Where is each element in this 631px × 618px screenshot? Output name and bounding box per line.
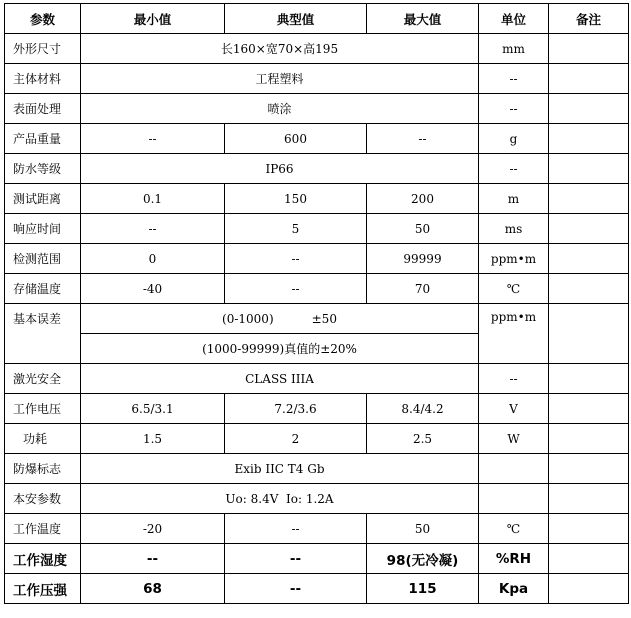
row-intrinsic: [5, 484, 629, 514]
row-label: 基本误差: [5, 304, 81, 364]
row-storage: [5, 274, 629, 304]
row-value: 喷涂: [81, 94, 479, 124]
row-value: 长160×宽70×高195: [81, 34, 479, 64]
row-unit: ppm•m: [479, 304, 549, 364]
row-unit: m: [479, 184, 549, 214]
row-unit: ppm•m: [479, 244, 549, 274]
row-response: [5, 214, 629, 244]
row-label: 主体材料: [5, 64, 81, 94]
row-typ: 600: [225, 124, 367, 154]
row-note: [549, 274, 629, 304]
row-max: 200: [367, 184, 479, 214]
spec-table: [4, 3, 629, 604]
row-explosion: [5, 454, 629, 484]
row-unit: g: [479, 124, 549, 154]
header-note: 备注: [549, 4, 629, 34]
row-typ: 2: [225, 424, 367, 454]
row-note: [549, 94, 629, 124]
row-unit: V: [479, 394, 549, 424]
row-note: [549, 544, 629, 574]
row-min: -20: [81, 514, 225, 544]
row-power: [5, 424, 629, 454]
row-label: 产品重量: [5, 124, 81, 154]
row-unit: W: [479, 424, 549, 454]
row-min: --: [81, 544, 225, 574]
row-value: CLASS IIIA: [81, 364, 479, 394]
row-note: [549, 424, 629, 454]
row-unit: --: [479, 364, 549, 394]
row-unit: ℃: [479, 514, 549, 544]
row-note: [549, 34, 629, 64]
row-label: 测试距离: [5, 184, 81, 214]
row-label: 功耗: [5, 424, 81, 454]
row-note: [549, 304, 629, 364]
row-distance: [5, 184, 629, 214]
row-laser: [5, 364, 629, 394]
row-note: [549, 244, 629, 274]
row-value: IP66: [81, 154, 479, 184]
header-min: 最小值: [81, 4, 225, 34]
row-error: [5, 304, 629, 334]
row-label: 本安参数: [5, 484, 81, 514]
row-surface: [5, 94, 629, 124]
row-note: [549, 484, 629, 514]
row-note: [549, 394, 629, 424]
row-max: 70: [367, 274, 479, 304]
row-max: 8.4/4.2: [367, 394, 479, 424]
error-range-low: (0-1000): [222, 311, 274, 326]
row-label: 工作压强: [5, 574, 81, 604]
row-typ: --: [225, 574, 367, 604]
row-max: 98(无冷凝): [367, 544, 479, 574]
row-label: 工作温度: [5, 514, 81, 544]
row-note: [549, 454, 629, 484]
row-min: 68: [81, 574, 225, 604]
row-note: [549, 214, 629, 244]
row-label: 响应时间: [5, 214, 81, 244]
row-max: 50: [367, 214, 479, 244]
row-weight: [5, 124, 629, 154]
row-unit: ℃: [479, 274, 549, 304]
row-label: 工作湿度: [5, 544, 81, 574]
row-max: 99999: [367, 244, 479, 274]
row-voltage: [5, 394, 629, 424]
row-material: [5, 64, 629, 94]
row-optemp: [5, 514, 629, 544]
row-max: 50: [367, 514, 479, 544]
row-unit: --: [479, 64, 549, 94]
row-value: Exib IIC T4 Gb: [81, 454, 479, 484]
row-typ: 7.2/3.6: [225, 394, 367, 424]
row-min: --: [81, 214, 225, 244]
row-typ: --: [225, 274, 367, 304]
row-label: 防水等级: [5, 154, 81, 184]
row-unit: [479, 454, 549, 484]
row-value: Uo: 8.4V Io: 1.2A: [81, 484, 479, 514]
row-humidity: [5, 544, 629, 574]
row-waterproof: [5, 154, 629, 184]
row-note: [549, 184, 629, 214]
row-typ: --: [225, 514, 367, 544]
row-max: --: [367, 124, 479, 154]
row-note: [549, 64, 629, 94]
row-label: 防爆标志: [5, 454, 81, 484]
row-value: 工程塑料: [81, 64, 479, 94]
row-unit: --: [479, 154, 549, 184]
row-max: 115: [367, 574, 479, 604]
row-min: 0.1: [81, 184, 225, 214]
row-note: [549, 514, 629, 544]
header-param: 参数: [5, 4, 81, 34]
row-unit: --: [479, 94, 549, 124]
row-value: [81, 304, 479, 334]
header-row: [5, 4, 629, 34]
row-range: [5, 244, 629, 274]
row-typ: --: [225, 244, 367, 274]
row-pressure: [5, 574, 629, 604]
row-typ: --: [225, 544, 367, 574]
row-label: 表面处理: [5, 94, 81, 124]
row-unit: Kpa: [479, 574, 549, 604]
error-tolerance-low: ±50: [311, 311, 337, 326]
row-min: 0: [81, 244, 225, 274]
row-typ: 5: [225, 214, 367, 244]
row-label: 激光安全: [5, 364, 81, 394]
row-unit: ms: [479, 214, 549, 244]
header-typ: 典型值: [225, 4, 367, 34]
error-range-high: (1000-99999)真值的±20%: [81, 334, 479, 364]
row-note: [549, 154, 629, 184]
row-label: 检测范围: [5, 244, 81, 274]
row-unit: [479, 484, 549, 514]
row-typ: 150: [225, 184, 367, 214]
row-min: -40: [81, 274, 225, 304]
row-note: [549, 574, 629, 604]
row-label: 外形尺寸: [5, 34, 81, 64]
row-size: [5, 34, 629, 64]
row-min: 1.5: [81, 424, 225, 454]
row-min: --: [81, 124, 225, 154]
row-unit: mm: [479, 34, 549, 64]
row-unit: %RH: [479, 544, 549, 574]
row-label: 存储温度: [5, 274, 81, 304]
row-min: 6.5/3.1: [81, 394, 225, 424]
row-max: 2.5: [367, 424, 479, 454]
header-unit: 单位: [479, 4, 549, 34]
row-note: [549, 124, 629, 154]
row-note: [549, 364, 629, 394]
header-max: 最大值: [367, 4, 479, 34]
row-label: 工作电压: [5, 394, 81, 424]
